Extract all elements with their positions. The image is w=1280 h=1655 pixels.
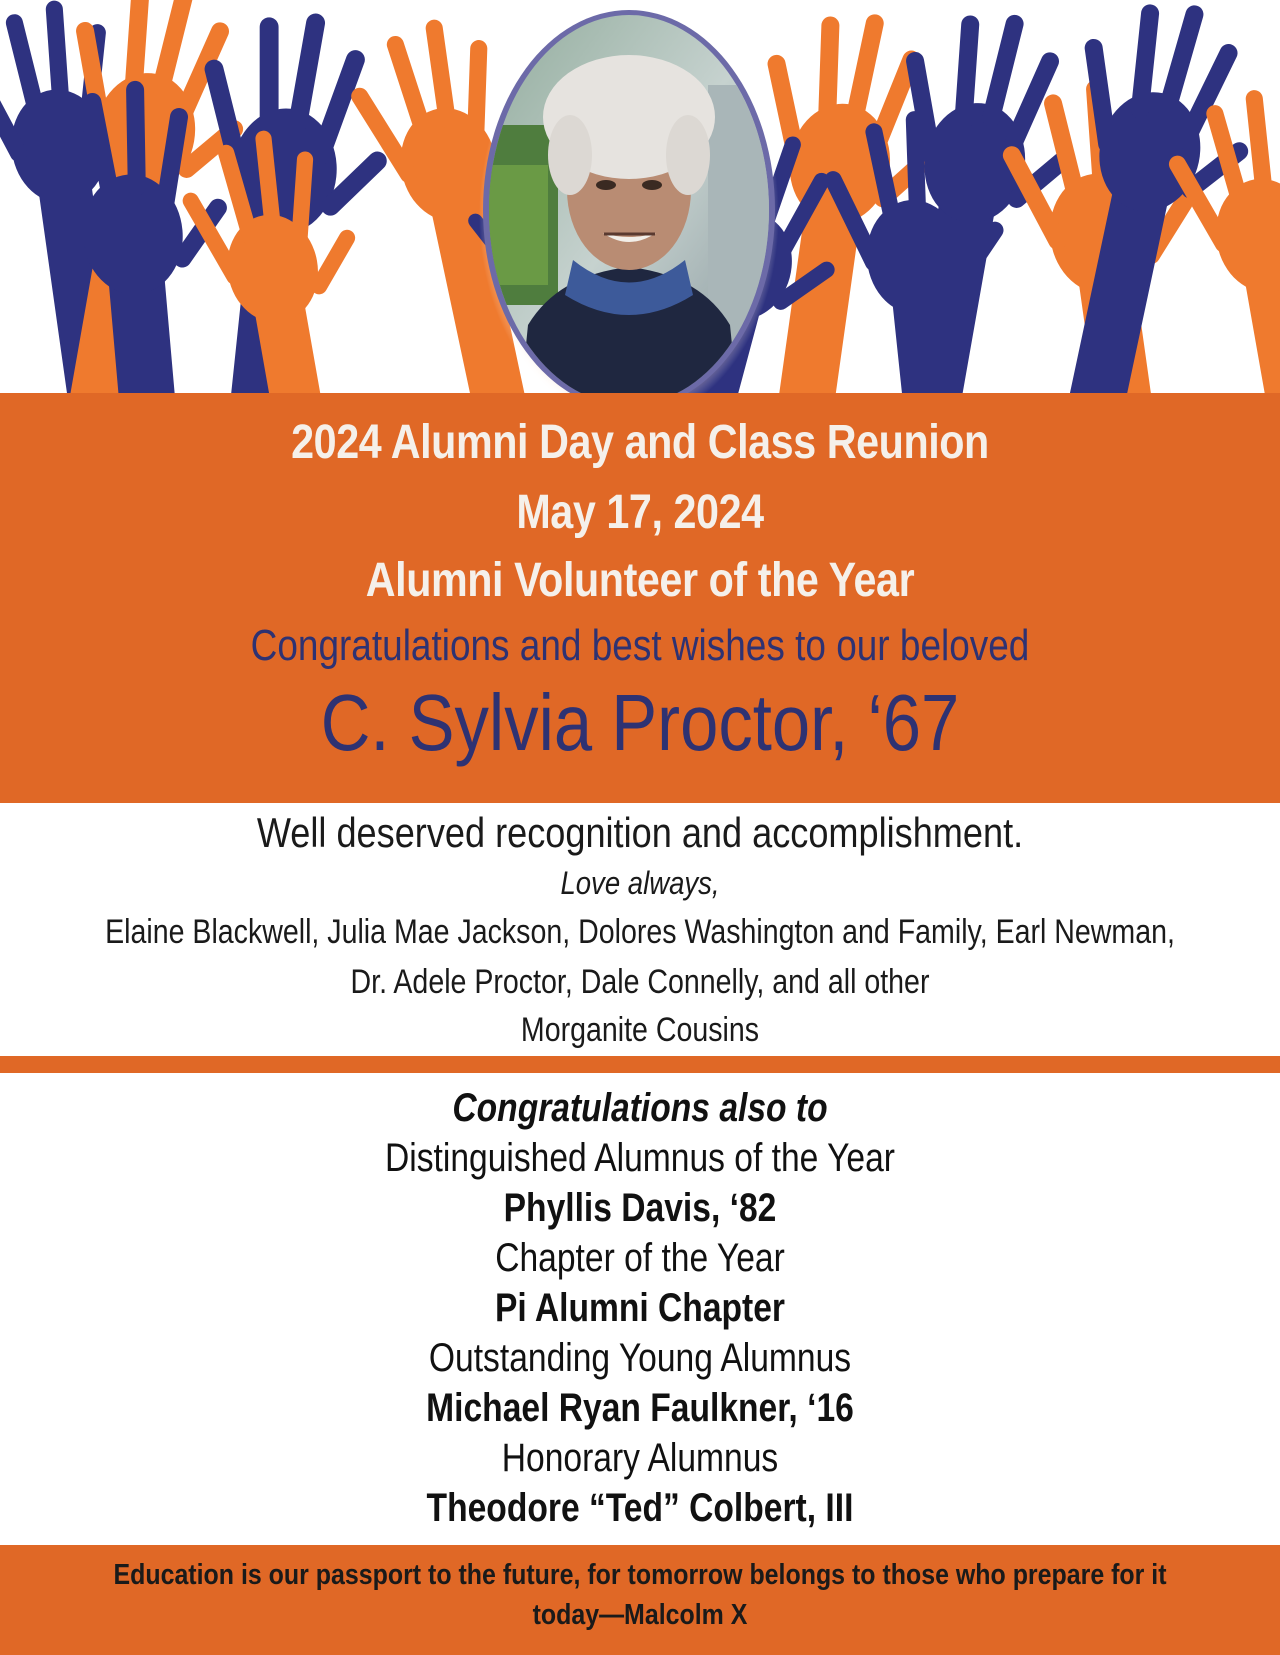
quote-footer <box>0 1545 1280 1655</box>
award-title: Distinguished Alumnus of the Year <box>385 1136 895 1180</box>
message-headline: Well deserved recognition and accomplishment. <box>256 809 1024 856</box>
award-title: Chapter of the Year <box>495 1236 785 1280</box>
event-date: May 17, 2024 <box>516 486 764 539</box>
award-title: Honorary Alumnus <box>501 1436 779 1480</box>
award-recipient: Phyllis Davis, ‘82 <box>503 1186 777 1230</box>
signatories-line: Morganite Cousins <box>520 1011 760 1049</box>
quote-text: Education is our passport to the future, for tomorrow belongs to those who prepare for it <box>113 1559 1167 1591</box>
award-recipient: Michael Ryan Faulkner, ‘16 <box>426 1386 854 1430</box>
event-title: 2024 Alumni Day and Class Reunion <box>291 416 989 469</box>
message-signoff: Love always, <box>560 865 720 901</box>
awards-heading: Congratulations also to <box>452 1086 828 1130</box>
signatories-line: Dr. Adele Proctor, Dale Connelly, and all other <box>350 963 930 1001</box>
award-title: Alumni Volunteer of the Year <box>365 554 915 607</box>
congratulations-line: Congratulations and best wishes to our beloved <box>250 621 1030 670</box>
award-title: Outstanding Young Alumnus <box>428 1336 852 1380</box>
portrait-photo <box>478 5 780 425</box>
honoree-name: C. Sylvia Proctor, ‘67 <box>320 678 960 767</box>
award-recipient: Pi Alumni Chapter <box>495 1286 785 1330</box>
awards-list <box>0 1080 1280 1540</box>
signatories-line: Elaine Blackwell, Julia Mae Jackson, Dolores Washington and Family, Earl Newman, <box>105 913 1175 951</box>
section-divider <box>0 1056 1280 1073</box>
award-recipient: Theodore “Ted” Colbert, III <box>426 1486 854 1530</box>
tribute-message <box>0 803 1280 1055</box>
award-banner <box>0 393 1280 803</box>
quote-attribution: today—Malcolm X <box>532 1599 748 1631</box>
